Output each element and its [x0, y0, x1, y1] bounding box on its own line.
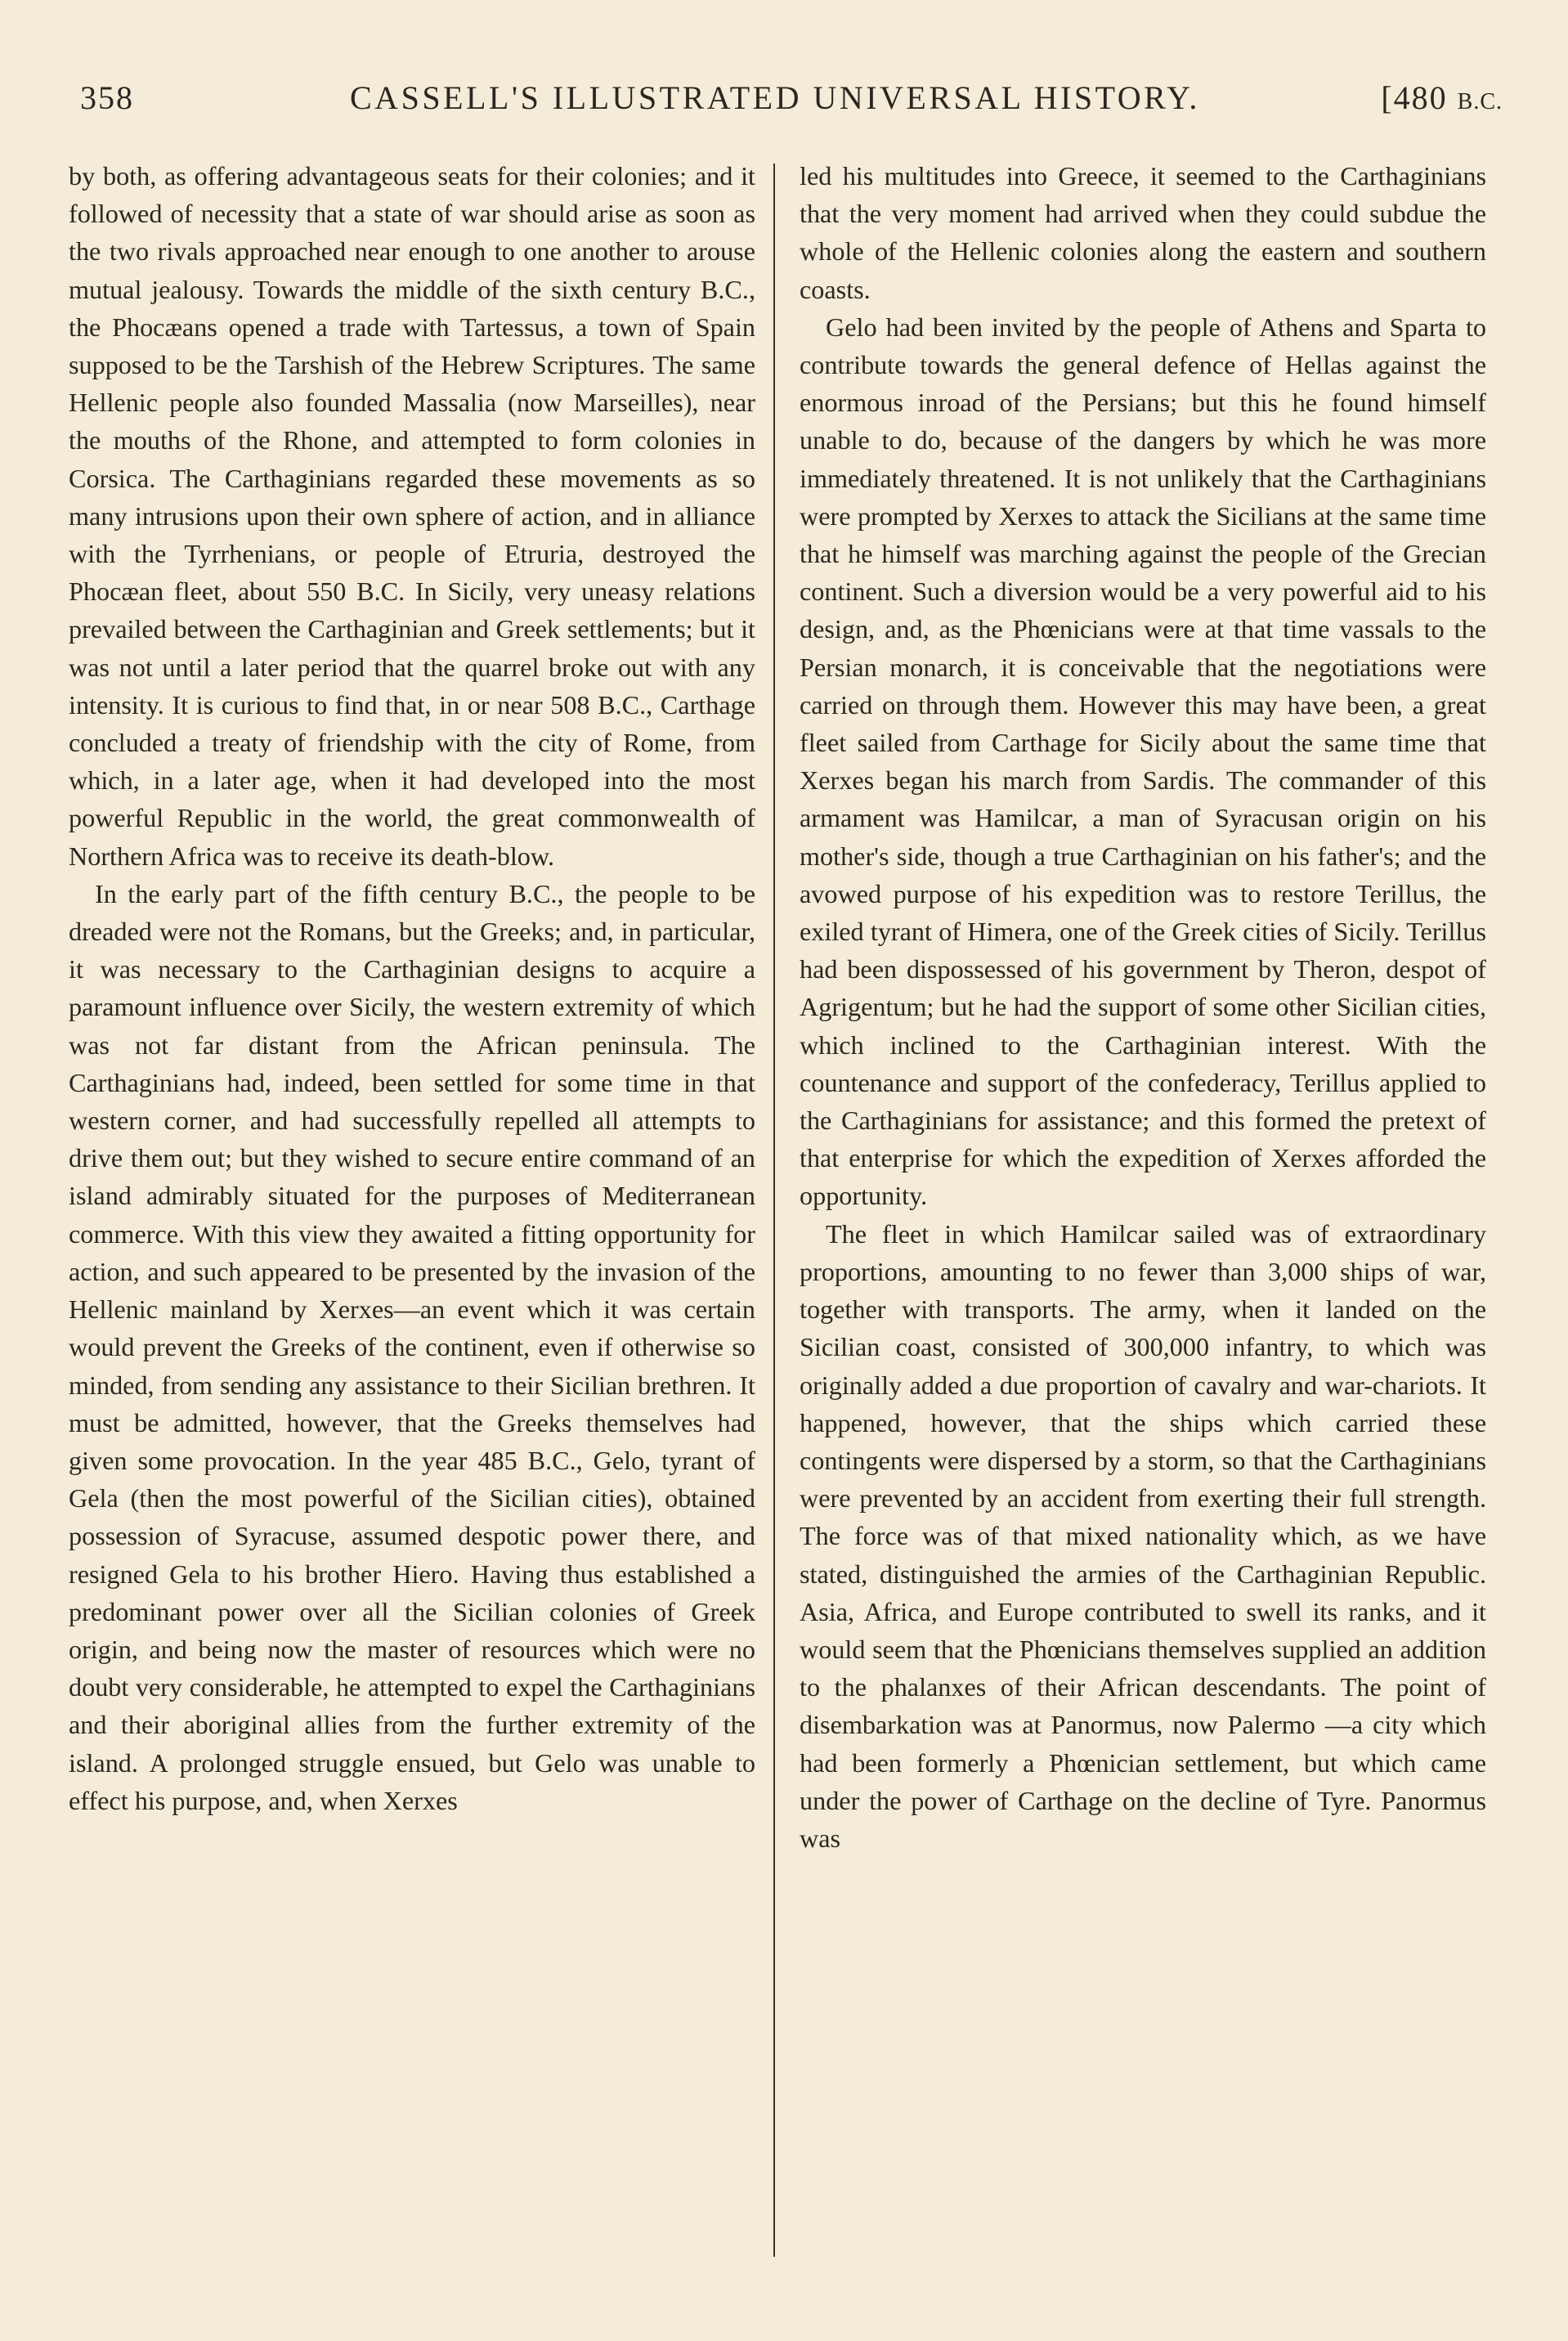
running-header — [80, 78, 1503, 128]
page-number: 358 — [80, 79, 134, 116]
paragraph: In the early part of the fifth century B.C., the people to be dreaded were not the Romans, but the Greeks; and, in particular, it was necessary to the Carthaginian designs to acquire a paramount influence over Sicily, the western extremity of which was not far distant from the African peninsula. The Carthaginians had, indeed, been settled for some time in that western corner, and had successfully repelled all attempts to drive them out; but they wished to secure entire command of an island admirably situated for the purposes of Mediterranean commerce. With this view they awaited a fitting opportunity for action, and such appeared to be presented by the invasion of the Hellenic mainland by Xerxes—an event which it was certain would prevent the Greeks of the continent, even if otherwise so minded, from sending any assistance to their Sicilian brethren. It must be admitted, however, that the Greeks themselves had given some provocation. In the year 485 B.C., Gelo, tyrant of Gela (then the most powerful of the Sicilian cities), obtained possession of Syracuse, assumed despotic power there, and resigned Gela to his brother Hiero. Having thus established a predominant power over all the Sicilian colonies of Greek origin, and being now the master of resources which were no doubt very considerable, he attempted to expel the Carthaginians and their aboriginal allies from the further extremity of the island. A prolonged struggle ensued, but Gelo was unable to effect his purpose, and, when Xerxes — [69, 878, 755, 1815]
header-date-year: [480 — [1381, 79, 1448, 116]
paragraph: The fleet in which Hamilcar sailed was of extraordinary proportions, amounting to no fewer than 3,000 ships of war, together with transports. The army, when it landed on the Sicilian coast, consisted of 300,000 infantry, to which was originally added a due proportion of cavalry and war-chariots. It happened, however, that the ships which carried these contingents were dispersed by a storm, so that the Carthaginians were prevented by an accident from exerting their full strength. The force was of that mixed nationality which, as we have stated, distinguished the armies of the Carthaginian Republic. Asia, Africa, and Europe contributed to swell its ranks, and it would seem that the Phœnicians themselves supplied an addition to the phalanxes of their African descendants. The point of disembarkation was at Panormus, now Palermo —a city which had been formerly a Phœnician settlement, but which came under the power of Carthage on the decline of Tyre. Panormus was — [800, 1218, 1486, 1853]
running-title: CASSELL'S ILLUSTRATED UNIVERSAL HISTORY. — [350, 79, 1200, 116]
left-column — [69, 157, 755, 1819]
header-date — [1381, 78, 1503, 117]
right-column — [800, 157, 1486, 1857]
paragraph: by both, as offering advantageous seats for their colonies; and it followed of necessity that a state of war should arise as soon as the two rivals approached near enough to one another to arouse mutual jealousy. Towards the middle of the sixth century B.C., the Phocæans opened a trade with Tartessus, a town of Spain supposed to be the Tarshish of the Hebrew Scriptures. The same Hellenic people also founded Massalia (now Marseilles), near the mouths of the Rhone, and attempted to form colonies in Corsica. The Carthaginians regarded these movements as so many intrusions upon their own sphere of action, and in alliance with the Tyrrhenians, or people of Etruria, destroyed the Phocæan fleet, about 550 B.C. In Sicily, very uneasy relations prevailed between the Carthaginian and Greek settlements; but it was not until a later period that the quarrel broke out with any intensity. It is curious to find that, in or near 508 B.C., Carthage concluded a treaty of friendship with the city of Rome, from which, in a later age, when it had developed into the most powerful Republic in the world, the great commonwealth of Northern Africa was to receive its death-blow. — [69, 161, 755, 871]
paragraph: Gelo had been invited by the people of Athens and Sparta to contribute towards the general defence of Hellas against the enormous inroad of the Persians; but this he found himself unable to do, because of the dangers by which he was more immediately threatened. It is not unlikely that the Carthaginians were prompted by Xerxes to attack the Sicilians at the same time that he himself was marching against the people of the Grecian continent. Such a diversion would be a very powerful aid to his design, and, as the Phœnicians were at that time vassals to the Persian monarch, it is conceivable that the negotiations were carried on through them. However this may have been, a great fleet sailed from Carthage for Sicily about the same time that Xerxes began his march from Sardis. The commander of this armament was Hamilcar, a man of Syracusan origin on his mother's side, though a true Carthaginian on his father's; and the avowed purpose of his expedition was to restore Terillus, the exiled tyrant of Himera, one of the Greek cities of Sicily. Terillus had been dispossessed of his government by Theron, despot of Agrigentum; but he had the support of some other Sicilian cities, which inclined to the Carthaginian interest. With the countenance and support of the confederacy, Terillus applied to the Carthaginians for assistance; and this formed the pretext of that enterprise for which the expedition of Xerxes afforded the opportunity. — [800, 312, 1486, 1211]
paragraph: led his multitudes into Greece, it seemed to the Carthaginians that the very moment had arrived when they could subdue the whole of the Hellenic colonies along the eastern and southern coasts. — [800, 161, 1486, 304]
column-divider — [773, 164, 775, 2257]
header-date-era: B.C. — [1457, 89, 1503, 114]
